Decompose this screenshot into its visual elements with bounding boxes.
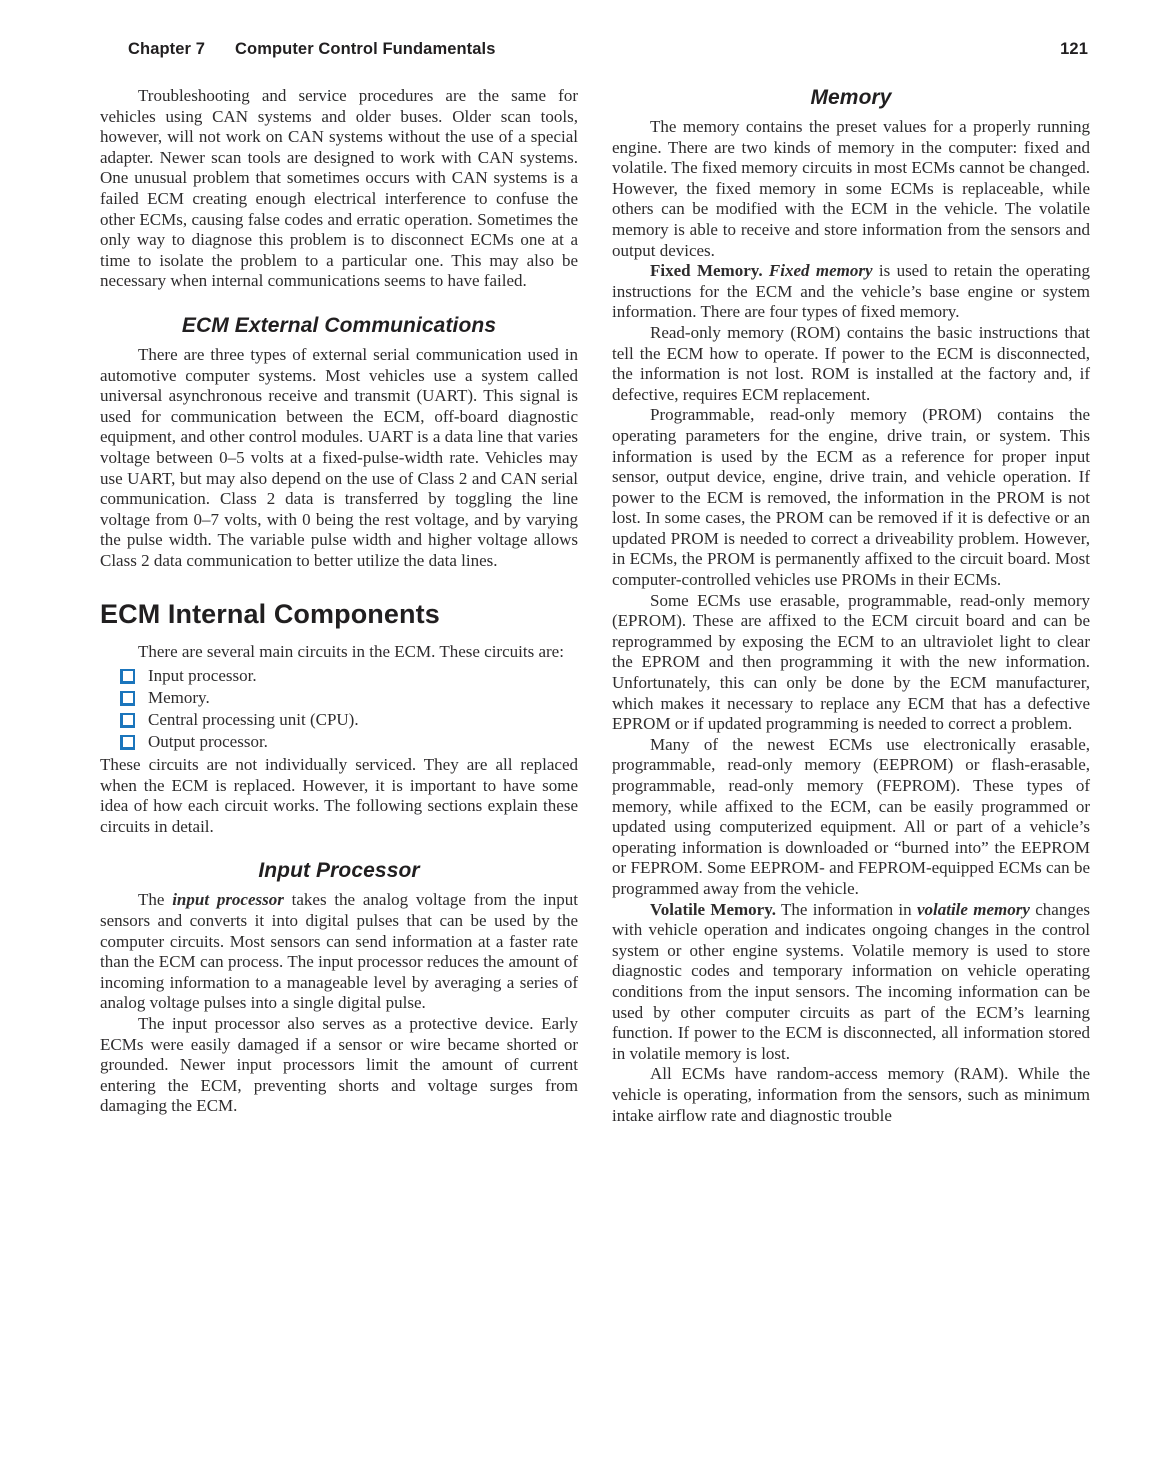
- list-item: [120, 665, 578, 687]
- page-number: 121: [1060, 40, 1088, 58]
- text-run: is used to retain the operating instructions for the ECM and the vehicle’s base engine or system information. There are four types of fixed memory.: [612, 261, 1091, 322]
- list-item-label: Input processor.: [148, 666, 257, 686]
- circuit-list: [100, 665, 578, 753]
- list-item: [120, 687, 578, 709]
- heading-ecm-external-communications: ECM External Communications: [181, 313, 497, 337]
- paragraph-eeprom: Many of the newest ECMs use electronically erasable, programmable, read-only memory (EEPROM) or flash-erasable, programmable, read-only memory (FEPROM). These types of memory, while affixed to the ECM, can be easily programmed or updated using computerized equipment. All or part of a vehicle’s operating information is downloaded or “burned into” the EEPROM or FEPROM. Some EEPROM- and FEPROM-equipped ECMs can be programmed away from the vehicle.: [612, 734, 1090, 898]
- paragraph-fixed-memory: [612, 261, 1090, 323]
- checkbox-bullet-icon: [120, 691, 135, 706]
- paragraph-eprom: Some ECMs use erasable, programmable, read-only memory (EPROM). These are affixed to the ECM circuit board and can be reprogrammed by exposing the ECM to an ultraviolet light to clear the EPROM and then programming it with the new information. Unfortunately, this can only be done by the ECM manufacturer, which makes it necessary to replace any ECM that has a defective EPROM or if updated programming is needed to correct a problem.: [612, 590, 1090, 734]
- chapter-label: Chapter 7: [128, 40, 206, 58]
- list-item-label: Memory.: [148, 688, 210, 708]
- paragraph-memory-intro: The memory contains the preset values for a properly running engine. There are two kinds of memory in the computer: fixed and volatile. The fixed memory circuits in most ECMs cannot be changed. However, the fixed memory in some ECMs is replaceable, while others can be modified with the ECM in the vehicle. The volatile memory is able to receive and store information from the sensors and output devices.: [612, 117, 1090, 260]
- paragraph-circuits-intro: There are several main circuits in the ECM. These circuits are:: [138, 642, 564, 662]
- page-header: [128, 40, 1088, 59]
- paragraph-rom: Read-only memory (ROM) contains the basic instructions that tell the ECM how to operate. If power to the ECM is disconnected, the information is not lost. ROM is installed at the factory and, if defective, requires ECM replacement.: [612, 322, 1090, 404]
- right-column: [612, 86, 1090, 1126]
- list-item-label: Output processor.: [148, 732, 268, 752]
- paragraph-input-processor-2: The input processor also serves as a protective device. Early ECMs were easily damaged if a sensor or wire became shorted or grounded. Newer input processors limit the amount of current entering the ECM, preventing shorts and voltage surges from damaging the ECM.: [100, 1014, 578, 1116]
- text-run: takes the analog voltage from the input sensors and converts it into digital pulses that can be used by the computer circuits. Most sensors can send information at a faster rate than the ECM can process. The input processor reduces the amount of incoming information to a manageable level by averaging a series of analog voltage pulses into a single digital pulse.: [100, 890, 578, 1013]
- term-fixed-memory-label: Fixed Memory.: [650, 261, 769, 281]
- term-input-processor: input processor: [172, 890, 284, 910]
- checkbox-bullet-icon: [120, 669, 135, 684]
- heading-ecm-internal-components: ECM Internal Components: [100, 599, 440, 630]
- heading-input-processor: Input Processor: [258, 859, 420, 883]
- term-fixed-memory: Fixed memory: [768, 261, 873, 281]
- paragraph-prom: Programmable, read-only memory (PROM) contains the operating parameters for the engine, drive train, or system. This information is used by the ECM as a reference for proper input sensor, output device, engine, drive train, and vehicle operation. If power to the ECM is removed, the information in the PROM is not lost. In some cases, the PROM can be removed if it is defective or an updated PROM is needed to correct a driveability problem. However, in ECMs, the PROM is permanently affixed to the circuit board. Most computer-controlled vehicles use PROMs in their ECMs.: [612, 405, 1090, 590]
- text-run: changes with vehicle operation and indicates ongoing changes in the control system or other engine systems. Volatile memory is used to store diagnostic codes and temporary information on vehicle operating conditions from the input sensors. The incoming information can be used by other computer circuits as part of the ECM’s learning function. If power to the ECM is disconnected, all information stored in volatile memory is lost.: [612, 899, 1090, 1063]
- checkbox-bullet-icon: [120, 713, 135, 728]
- term-volatile-memory: volatile memory: [916, 899, 1030, 919]
- heading-memory: Memory: [810, 86, 892, 109]
- list-item: [120, 731, 578, 753]
- paragraph-troubleshooting: Troubleshooting and service procedures are the same for vehicles using CAN systems and older buses. Older scan tools, however, will not work on CAN systems without the use of a special adapter. Newer scan tools are designed to work with CAN systems. One unusual problem that sometimes occurs with CAN systems is a failed ECM creating enough electrical interference to confuse the other ECMs, causing false codes and erratic operation. Sometimes the only way to diagnose this problem is to disconnect ECMs one at a time to isolate the problem to a particular one. This may also be necessary when internal communications seems to have failed.: [100, 86, 578, 291]
- paragraph-circuits-outro: These circuits are not individually serviced. They are all replaced when the ECM is replaced. However, it is important to have some idea of how each circuit works. The following sections explain these circuits in detail.: [100, 755, 578, 836]
- left-column: [100, 86, 578, 1117]
- text-run: The information in: [776, 899, 917, 919]
- paragraph-external-serial: There are three types of external serial communication used in automotive computer systems. Most vehicles use a system called universal asynchronous receive and transmit (UART). This signal is used for communication between the ECM, off-board diagnostic equipment, and other control modules. UART is a data line that varies voltage between 0–5 volts at a fixed-pulse-width rate. Vehicles may use UART, but may also depend on the use of Class 2 and CAN serial communication. Class 2 data is transferred by toggling the line voltage from 0–7 volts, with 0 being the rest voltage, and by varying the pulse width. The variable pulse width and higher voltage allows Class 2 data communication to better utilize the data lines.: [100, 344, 578, 570]
- list-item-label: Central processing unit (CPU).: [148, 710, 359, 730]
- text-run: The: [138, 890, 173, 910]
- checkbox-bullet-icon: [120, 735, 135, 750]
- list-item: [120, 709, 578, 731]
- paragraph-ram: All ECMs have random-access memory (RAM). While the vehicle is operating, information from the sensors, such as minimum intake airflow rate and diagnostic trouble: [612, 1064, 1090, 1125]
- chapter-title: Computer Control Fundamentals: [235, 40, 496, 58]
- paragraph-volatile-memory: [612, 900, 1090, 1065]
- term-volatile-memory-label: Volatile Memory.: [650, 899, 777, 919]
- paragraph-input-processor-1: [100, 890, 578, 1014]
